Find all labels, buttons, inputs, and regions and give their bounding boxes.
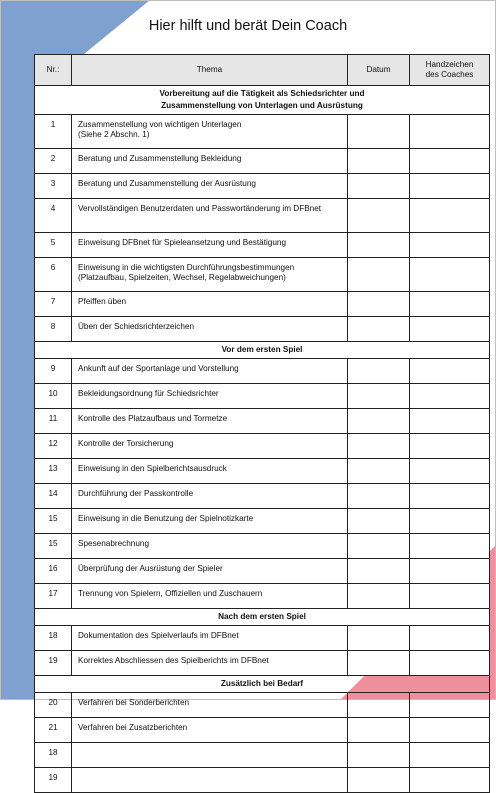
row-topic-line: Vervollständigen Benutzerdaten und Passwortänderung im DFBnet [78,204,322,213]
date-cell[interactable] [348,559,410,584]
row-topic-line: Spesenabrechnung [78,539,150,548]
row-number: 7 [35,292,72,317]
row-number: 18 [35,626,72,651]
row-number: 10 [35,384,72,409]
row-number: 5 [35,233,72,258]
checklist-sheet [34,54,489,782]
row-topic-line: Bekleidungsordnung für Schiedsrichter [78,389,219,398]
date-cell[interactable] [348,149,410,174]
section-heading-row [35,342,490,359]
section-heading [35,86,490,115]
section-heading-row [35,609,490,626]
coach-signature-cell[interactable] [410,199,490,233]
row-topic-line: Einweisung DFBnet für Spieleansetzung und Bestätigung [78,238,287,247]
row-topic-line: Verfahren bei Sonderberichten [78,698,190,707]
table-row [35,693,490,718]
row-number: 20 [35,693,72,718]
date-cell[interactable] [348,174,410,199]
row-topic [72,743,348,768]
date-cell[interactable] [348,534,410,559]
section-heading [35,609,490,626]
row-topic-line: Trennung von Spielern, Offiziellen und Zuschauern [78,589,263,598]
row-topic-line: Verfahren bei Zusatzberichten [78,723,188,732]
table-row [35,459,490,484]
table-row [35,509,490,534]
table-row [35,233,490,258]
row-number: 1 [35,115,72,149]
table-row [35,534,490,559]
date-cell[interactable] [348,359,410,384]
table-row [35,359,490,384]
row-topic [72,174,348,199]
section-heading [35,342,490,359]
row-topic [72,459,348,484]
row-topic [72,534,348,559]
row-number: 15 [35,509,72,534]
row-topic-line: Dokumentation des Spielverlaufs im DFBnet [78,631,239,640]
row-number: 11 [35,409,72,434]
row-topic [72,359,348,384]
row-topic [72,626,348,651]
row-topic [72,768,348,793]
row-topic-line: Kontrolle der Torsicherung [78,439,174,448]
row-number: 14 [35,484,72,509]
date-cell[interactable] [348,718,410,743]
coach-signature-cell[interactable] [410,743,490,768]
table-row [35,149,490,174]
row-topic-line: (Platzaufbau, Spielzeiten, Wechsel, Regelabweichungen) [78,273,286,282]
coach-signature-cell[interactable] [410,233,490,258]
column-header-nr: Nr.: [35,55,72,86]
column-header-datum: Datum [348,55,410,86]
table-body [35,86,490,793]
row-number: 2 [35,149,72,174]
row-topic [72,258,348,292]
coach-signature-cell[interactable] [410,459,490,484]
row-topic [72,384,348,409]
row-topic-line: Beratung und Zusammenstellung Bekleidung [78,154,242,163]
table-header-row [35,55,490,86]
coach-signature-cell[interactable] [410,693,490,718]
row-number: 3 [35,174,72,199]
coach-signature-cell[interactable] [410,149,490,174]
date-cell[interactable] [348,434,410,459]
row-number: 9 [35,359,72,384]
coach-signature-cell[interactable] [410,584,490,609]
table-row [35,258,490,292]
date-cell[interactable] [348,651,410,676]
row-number: 15 [35,534,72,559]
date-cell[interactable] [348,199,410,233]
row-topic [72,292,348,317]
column-header-handzeichen-line-2: des Coaches [425,70,474,79]
row-topic-line: Einweisung in den Spielberichtsausdruck [78,464,227,473]
section-heading-line: Zusätzlich bei Bedarf [220,679,304,688]
row-topic-line: Kontrolle des Platzaufbaus und Tormetze [78,414,228,423]
table-row [35,743,490,768]
row-topic-line: Ankunft auf der Sportanlage und Vorstellung [78,364,239,373]
row-number: 13 [35,459,72,484]
date-cell[interactable] [348,509,410,534]
section-heading-line: Zusammenstellung von Unterlagen und Ausrüstung [161,101,363,110]
row-number: 19 [35,768,72,793]
row-number: 18 [35,743,72,768]
coach-signature-cell[interactable] [410,384,490,409]
row-number: 12 [35,434,72,459]
table-row [35,484,490,509]
section-heading-line: Vor dem ersten Spiel [221,345,303,354]
table-row [35,115,490,149]
row-number: 16 [35,559,72,584]
coach-signature-cell[interactable] [410,768,490,793]
coach-signature-cell[interactable] [410,258,490,292]
table-row [35,718,490,743]
row-number: 8 [35,317,72,342]
row-topic [72,651,348,676]
row-topic-line: Überprüfung der Ausrüstung der Spieler [78,564,223,573]
date-cell[interactable] [348,115,410,149]
date-cell[interactable] [348,384,410,409]
date-cell[interactable] [348,484,410,509]
coach-signature-cell[interactable] [410,292,490,317]
date-cell[interactable] [348,743,410,768]
row-topic [72,584,348,609]
row-number: 4 [35,199,72,233]
section-heading [35,676,490,693]
column-header-handzeichen [410,55,490,86]
date-cell[interactable] [348,459,410,484]
table-row [35,292,490,317]
coach-signature-cell[interactable] [410,115,490,149]
date-cell[interactable] [348,233,410,258]
row-topic-line: Üben der Schiedsrichterzeichen [78,322,195,331]
checklist-table [34,54,490,793]
row-number: 17 [35,584,72,609]
table-row [35,409,490,434]
row-topic [72,484,348,509]
coach-signature-cell[interactable] [410,651,490,676]
table-row [35,584,490,609]
page-title: Hier hilft und berät Dein Coach [148,18,348,34]
table-row [35,384,490,409]
row-topic [72,199,348,233]
row-topic-line: (Siehe 2 Abschn. 1) [78,130,150,139]
row-topic [72,115,348,149]
table-row [35,317,490,342]
coach-signature-cell[interactable] [410,484,490,509]
table-row [35,768,490,793]
row-topic-line: Pfeiffen üben [78,297,127,306]
date-cell[interactable] [348,409,410,434]
table-row [35,651,490,676]
row-topic [72,559,348,584]
date-cell[interactable] [348,626,410,651]
row-number: 6 [35,258,72,292]
section-heading-line: Vorbereitung auf die Tätigkeit als Schiedsrichter und [159,89,365,98]
table-row [35,626,490,651]
coach-signature-cell[interactable] [410,317,490,342]
coach-signature-cell[interactable] [410,359,490,384]
section-heading-row [35,86,490,115]
row-topic [72,149,348,174]
row-number: 21 [35,718,72,743]
table-row [35,434,490,459]
table-row [35,199,490,233]
row-topic [72,409,348,434]
date-cell[interactable] [348,584,410,609]
row-topic-line: Durchführung der Passkontrolle [78,489,194,498]
table-row [35,559,490,584]
coach-signature-cell[interactable] [410,534,490,559]
date-cell[interactable] [348,693,410,718]
section-heading-row [35,676,490,693]
coach-signature-cell[interactable] [410,626,490,651]
table-row [35,174,490,199]
row-topic [72,509,348,534]
row-topic-line: Korrektes Abschliessen des Spielberichts im DFBnet [78,656,269,665]
row-topic-line: Zusammenstellung von wichtigen Unterlagen [78,120,242,129]
coach-signature-cell[interactable] [410,559,490,584]
coach-signature-cell[interactable] [410,509,490,534]
date-cell[interactable] [348,258,410,292]
column-header-thema: Thema [72,55,348,86]
column-header-handzeichen-line-1: Handzeichen [425,60,474,69]
coach-signature-cell[interactable] [410,174,490,199]
row-topic-line: Beratung und Zusammenstellung der Ausrüstung [78,179,256,188]
row-topic [72,718,348,743]
date-cell[interactable] [348,292,410,317]
row-number: 19 [35,651,72,676]
row-topic-line: Einweisung in die wichtigsten Durchführungsbestimmungen [78,263,295,272]
row-topic [72,233,348,258]
row-topic [72,434,348,459]
date-cell[interactable] [348,317,410,342]
section-heading-line: Nach dem ersten Spiel [218,612,306,621]
row-topic [72,317,348,342]
row-topic-line: Einweisung in die Benutzung der Spielnotizkarte [78,514,254,523]
coach-signature-cell[interactable] [410,434,490,459]
coach-signature-cell[interactable] [410,409,490,434]
coach-signature-cell[interactable] [410,718,490,743]
date-cell[interactable] [348,768,410,793]
row-topic [72,693,348,718]
